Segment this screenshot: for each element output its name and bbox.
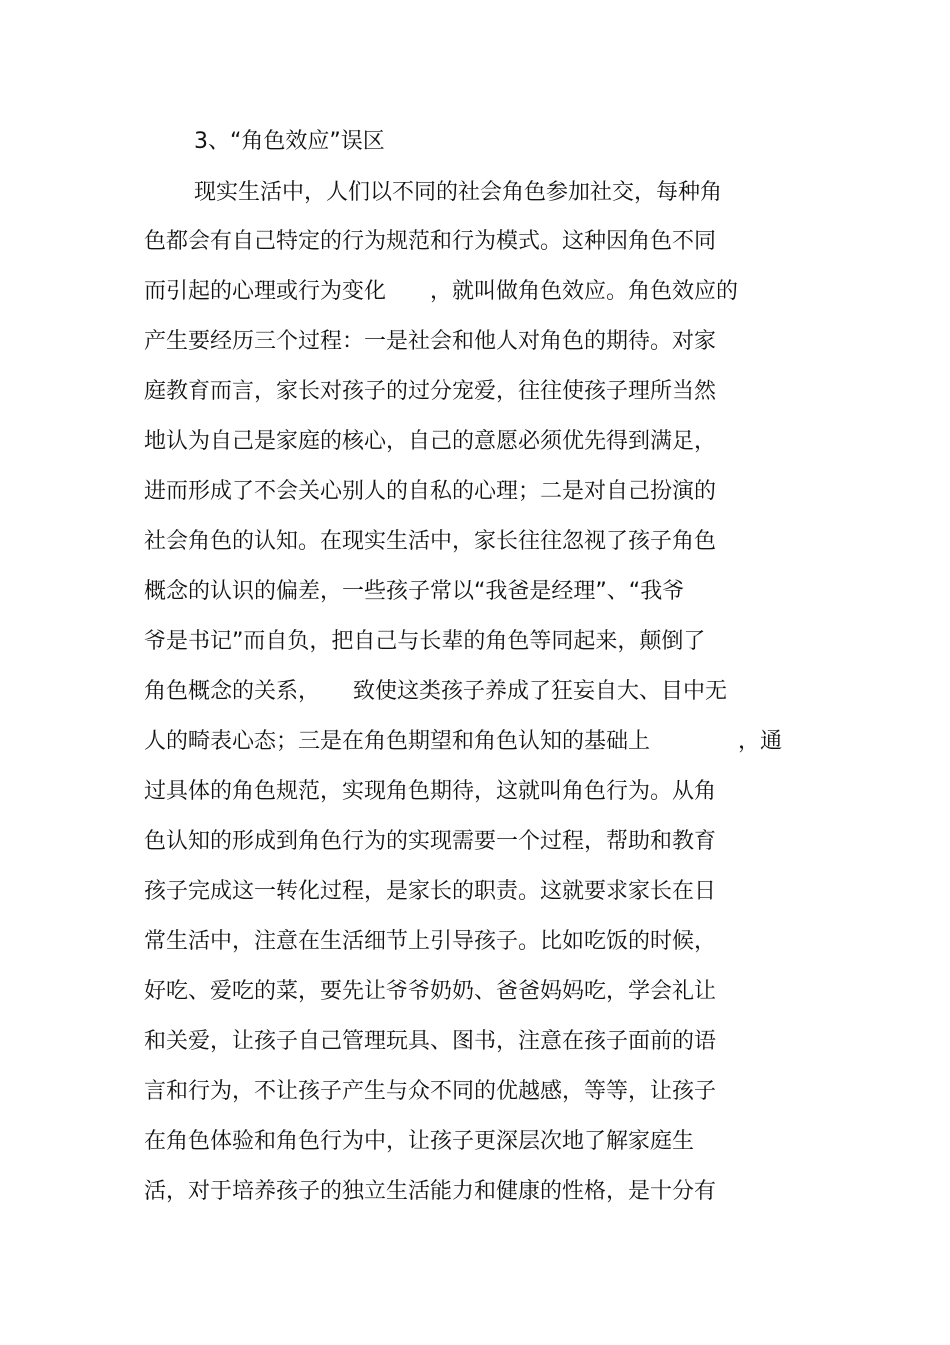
paragraph-line: 常生活中，注意在生活细节上引导孩子。比如吃饭的时候， [144,929,717,954]
paragraph-line: 进而形成了不会关心别人的自私的心理；二是对自己扮演的 [144,479,717,504]
paragraph-line: 孩子完成这一转化过程，是家长的职责。这就要求家长在日 [144,879,717,904]
paragraph-line: 色都会有自己特定的行为规范和行为模式。这种因角色不同 [144,229,717,254]
paragraph-line: 而引起的心理或行为变化 ，就叫做角色效应。角色效应的 [144,279,739,304]
paragraph-line: 概念的认识的偏差，一些孩子常以“我爸是经理”、“我爷 [144,579,685,604]
paragraph-line: 现实生活中，人们以不同的社会角色参加社交，每种角 [194,180,723,205]
paragraph-line: 和关爱，让孩子自己管理玩具、图书，注意在孩子面前的语 [144,1029,717,1054]
paragraph-line: 过具体的角色规范，实现角色期待，这就叫角色行为。从角 [144,779,717,804]
paragraph-line: 社会角色的认知。在现实生活中，家长往往忽视了孩子角色 [144,529,717,554]
paragraph-line: 言和行为，不让孩子产生与众不同的优越感，等等，让孩子 [144,1079,717,1104]
paragraph-line: 活，对于培养孩子的独立生活能力和健康的性格，是十分有 [144,1179,717,1204]
paragraph-line: 好吃、爱吃的菜，要先让爷爷奶奶、爸爸妈妈吃，学会礼让 [144,979,717,1004]
section-heading: 3、“角色效应”误区 [194,129,385,154]
paragraph-line: 色认知的形成到角色行为的实现需要一个过程，帮助和教育 [144,829,717,854]
paragraph-line: 产生要经历三个过程：一是社会和他人对角色的期待。对家 [144,329,717,354]
paragraph-line: 地认为自己是家庭的核心，自己的意愿必须优先得到满足， [144,429,717,454]
paragraph-line: 人的畸表心态；三是在角色期望和角色认知的基础上 ，通 [144,729,783,754]
paragraph-line: 角色概念的关系， 致使这类孩子养成了狂妄自大、目中无 [144,679,728,704]
paragraph-line: 爷是书记”而自负，把自己与长辈的角色等同起来，颠倒了 [144,629,706,654]
paragraph-line: 庭教育而言，家长对孩子的过分宠爱，往往使孩子理所当然 [144,379,717,404]
paragraph-line: 在角色体验和角色行为中，让孩子更深层次地了解家庭生 [144,1129,695,1154]
